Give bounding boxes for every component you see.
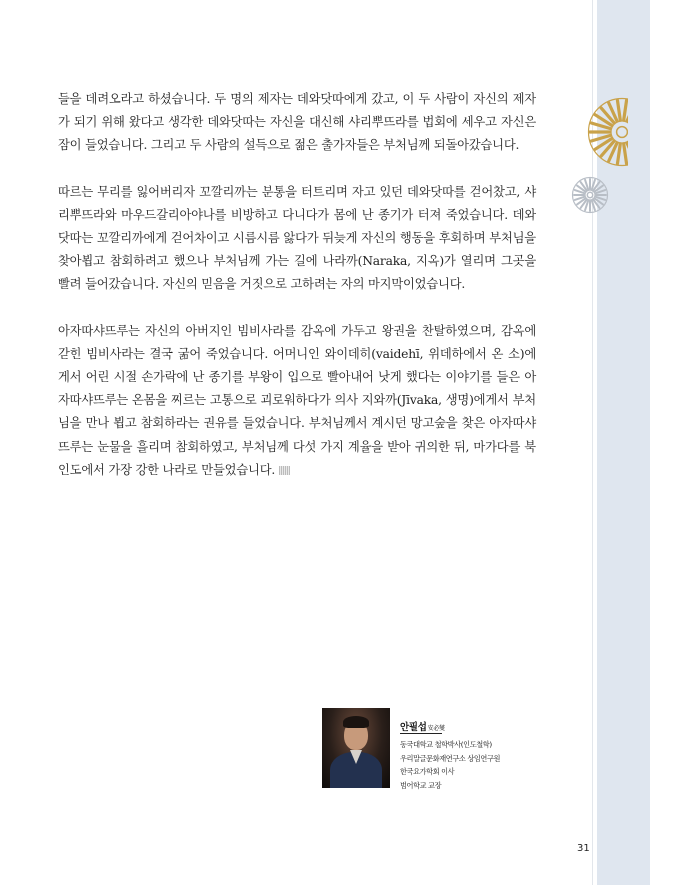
paragraph: 따르는 무리를 잃어버리자 꼬깔리까는 분통을 터트리며 자고 있던 데와닷따를 걷어찼고, 샤리뿌뜨라와 마우드갈리아야나를 비방하고 다니다가 몸에 난 종기가 터져 죽었습니다. 데와닷따는 꼬깔리까에게 걷어차이고 시름시름 앓다가 뒤늦게 자신의 행동을 후회하며 부처님을 찾아뵙고 참회하려고 했으나 부처님께 가는 길에 나라까(Naraka, 지옥)가 열리며 그곳을 빨려 들어갔습니다. 자신의 믿음을 거짓으로 고하려는 자의 마지막이었습니다.: [58, 184, 536, 292]
credential-item: 범어학교 교장: [400, 780, 442, 790]
author-name: [400, 719, 445, 733]
credential-item: 우리말글문화재연구소 상임연구원: [400, 753, 501, 763]
credential-item: 한국요가학회 이사: [400, 767, 455, 777]
dharma-wheel-icon: [584, 96, 628, 168]
author-credentials: [400, 738, 500, 792]
author-name-hanja: 安必燮: [427, 725, 445, 732]
author-photo: [322, 708, 390, 788]
article-body: [58, 88, 536, 505]
paragraph: [58, 320, 536, 482]
dharma-wheel-icon: [571, 176, 609, 214]
author-name-underline: [400, 733, 442, 734]
author-name-text: 안필섭: [400, 722, 427, 733]
end-square-icon: [279, 466, 290, 475]
paragraph-text: 아자따샤뜨루는 자신의 아버지인 빔비사라를 감옥에 가두고 왕권을 찬탈하였으며, 감옥에 갇힌 빔비사라는 결국 굶어 죽었습니다. 어머니인 와이데히(vaidehī, 위데하에서 온 소)에게서 어린 시절 손가락에 난 종기를 부왕이 입으로 빨아내어 낫게 했다는 이야기를 들은 아자따샤뜨루는 온몸을 찌르는 고통으로 괴로워하다가 의사 지와까(Jīvaka, 생명)에게서 부처님을 만나 뵙고 참회하라는 권유를 들었습니다. 부처님께서 계시던 망고숲을 찾은 아자따샤뜨루는 눈물을 흘리며 참회하였고, 부처님께 다섯 가지 계율을 받아 귀의한 뒤, 마가다를 북인도에서 가장 강한 나라로 만들었습니다.: [58, 323, 536, 477]
paragraph: 들을 데려오라고 하셨습니다. 두 명의 제자는 데와닷따에게 갔고, 이 두 사람이 자신의 제자가 되기 위해 왔다고 생각한 데와닷따는 자신을 대신해 샤리뿌뜨라를 법회에 세우고 자신은 잠이 들었습니다. 그리고 두 사람의 설득으로 젊은 출가자들은 부처님께 되돌아갔습니다.: [58, 92, 536, 153]
credential-item: 동국대학교 철학박사(인도철학): [400, 740, 492, 749]
page-number: 31: [577, 843, 590, 854]
